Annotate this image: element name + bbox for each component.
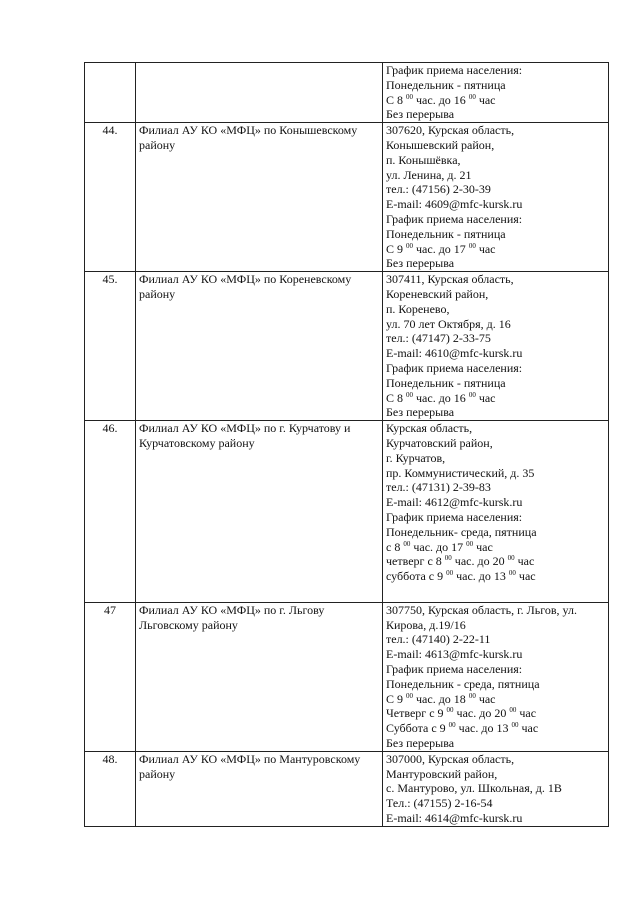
row-number: 44. — [85, 123, 136, 272]
row-number — [85, 63, 136, 123]
info-line — [386, 706, 605, 721]
info-text: Понедельник- среда, пятница — [386, 524, 537, 539]
branch-name: Филиал АУ КО «МФЦ» по Конышевскому району — [136, 123, 383, 272]
info-text: пр. Коммунистический, д. 35 — [386, 465, 535, 480]
info-text: Конышевский район, — [386, 137, 495, 152]
info-text: час. до 16 — [413, 92, 469, 107]
info-line — [386, 361, 605, 376]
info-line — [386, 93, 605, 108]
info-text: График приема населения: — [386, 360, 523, 375]
info-text: час — [475, 241, 496, 256]
info-text: Курская область, — [386, 421, 473, 436]
info-text: час — [518, 721, 539, 736]
superscript-minutes: 00 — [446, 706, 454, 715]
info-line — [386, 346, 605, 361]
info-line — [386, 63, 605, 78]
info-line — [386, 197, 605, 212]
table-row — [85, 751, 609, 826]
branch-contact-info — [383, 63, 609, 123]
info-line — [386, 153, 605, 168]
info-text: Курчатовский район, — [386, 435, 493, 450]
info-line — [386, 647, 605, 662]
info-text: С 9 — [386, 241, 407, 256]
info-line — [386, 569, 605, 584]
branch-contact-info — [383, 421, 609, 603]
info-line — [386, 480, 605, 495]
info-text: час. до 17 — [413, 241, 469, 256]
branch-name: Филиал АУ КО «МФЦ» по Кореневскому району — [136, 272, 383, 421]
info-line — [386, 107, 605, 122]
branches-table — [84, 62, 609, 827]
info-text: час. до 16 — [413, 390, 469, 405]
branch-name: Филиал АУ КО «МФЦ» по Мантуровскому району — [136, 751, 383, 826]
info-text: тел.: (47147) 2-33-75 — [386, 331, 491, 346]
info-text: Кореневский район, — [386, 286, 489, 301]
info-text: Четверг с 9 — [386, 706, 447, 721]
info-line — [386, 123, 605, 138]
info-line — [386, 436, 605, 451]
table-row — [85, 421, 609, 603]
info-line — [386, 287, 605, 302]
table-row — [85, 602, 609, 751]
info-line — [386, 138, 605, 153]
branch-name: Филиал АУ КО «МФЦ» по г. Льгову Льговскому району — [136, 602, 383, 751]
table-row — [85, 123, 609, 272]
info-text: ул. 70 лет Октября, д. 16 — [386, 316, 511, 331]
info-text: час. до 20 — [453, 706, 510, 721]
info-line — [386, 317, 605, 332]
superscript-minutes: 00 — [406, 241, 414, 250]
info-line — [386, 692, 605, 707]
info-line — [386, 256, 605, 271]
info-text: Без перерыва — [386, 256, 455, 271]
superscript-minutes: 00 — [406, 691, 414, 700]
info-line — [386, 554, 605, 569]
branch-contact-info — [383, 751, 609, 826]
table-row — [85, 63, 609, 123]
branch-name — [136, 63, 383, 123]
info-text: с. Мантурово, ул. Школьная, д. 1В — [386, 781, 562, 796]
info-text: С 8 — [386, 390, 407, 405]
branch-contact-info — [383, 272, 609, 421]
superscript-minutes: 00 — [444, 554, 452, 563]
info-line — [386, 752, 605, 767]
info-line — [386, 721, 605, 736]
info-line — [386, 495, 605, 510]
superscript-minutes: 00 — [446, 569, 454, 578]
info-text: тел.: (47131) 2-39-83 — [386, 480, 491, 495]
superscript-minutes: 00 — [403, 539, 411, 548]
superscript-minutes: 00 — [507, 554, 515, 563]
info-line — [386, 376, 605, 391]
info-text: п. Конышёвка, — [386, 152, 461, 167]
info-text: час. до 13 — [453, 569, 509, 584]
info-text: E-mail: 4613@mfc-kursk.ru — [386, 647, 523, 662]
branch-name: Филиал АУ КО «МФЦ» по г. Курчатову и Курчатовскому району — [136, 421, 383, 603]
superscript-minutes: 00 — [468, 691, 476, 700]
info-text: Тел.: (47155) 2-16-54 — [386, 796, 493, 811]
superscript-minutes: 00 — [468, 92, 476, 101]
info-text: суббота с 9 — [386, 569, 447, 584]
info-text: Понедельник - пятница — [386, 226, 506, 241]
info-line — [386, 632, 605, 647]
info-text: с 8 — [386, 539, 404, 554]
info-text: час — [475, 691, 496, 706]
info-text: четверг с 8 — [386, 554, 445, 569]
info-text: час. до 17 — [410, 539, 467, 554]
info-line — [386, 242, 605, 257]
info-text: п. Коренево, — [386, 301, 450, 316]
branch-contact-info — [383, 123, 609, 272]
info-text: час — [516, 706, 537, 721]
info-text: час — [475, 390, 496, 405]
info-line — [386, 736, 605, 751]
info-text: час. до 20 — [451, 554, 508, 569]
info-text: тел.: (47156) 2-30-39 — [386, 182, 491, 197]
info-line — [386, 331, 605, 346]
info-text: 307000, Курская область, — [386, 751, 515, 766]
info-text: час — [514, 554, 535, 569]
info-line — [386, 227, 605, 242]
info-line — [386, 603, 605, 633]
info-text: Понедельник - среда, пятница — [386, 676, 540, 691]
info-line — [386, 421, 605, 436]
info-text: г. Курчатов, — [386, 450, 446, 465]
info-line — [386, 525, 605, 540]
superscript-minutes: 00 — [406, 390, 414, 399]
row-number: 47 — [85, 602, 136, 751]
info-text: Мантуровский район, — [386, 766, 498, 781]
info-line — [386, 796, 605, 811]
info-text: Без перерыва — [386, 405, 455, 420]
branch-contact-info — [383, 602, 609, 751]
info-line — [386, 677, 605, 692]
info-text: 307620, Курская область, — [386, 123, 515, 138]
row-number: 48. — [85, 751, 136, 826]
info-text: E-mail: 4610@mfc-kursk.ru — [386, 346, 523, 361]
info-text: График приема населения: — [386, 63, 523, 77]
info-text: час — [515, 569, 536, 584]
info-line — [386, 272, 605, 287]
info-text: Понедельник - пятница — [386, 77, 506, 92]
superscript-minutes: 00 — [466, 539, 474, 548]
info-line — [386, 182, 605, 197]
info-line — [386, 510, 605, 525]
info-line — [386, 302, 605, 317]
info-text: час. до 13 — [455, 721, 512, 736]
info-text: График приема населения: — [386, 211, 523, 226]
info-line — [386, 78, 605, 93]
superscript-minutes: 00 — [511, 721, 519, 730]
info-text: График приема населения: — [386, 509, 523, 524]
info-text: Понедельник - пятница — [386, 375, 506, 390]
superscript-minutes: 00 — [406, 92, 414, 101]
info-text: График приема населения: — [386, 662, 523, 677]
info-text: E-mail: 4612@mfc-kursk.ru — [386, 495, 523, 510]
info-text: тел.: (47140) 2-22-11 — [386, 632, 491, 647]
info-text: ул. Ленина, д. 21 — [386, 167, 472, 182]
superscript-minutes: 00 — [448, 721, 456, 730]
info-text: час — [475, 92, 496, 107]
info-line — [386, 811, 605, 826]
info-line — [386, 405, 605, 420]
info-line — [386, 212, 605, 227]
info-text: час. до 18 — [413, 691, 469, 706]
info-line — [386, 168, 605, 183]
info-text: С 8 — [386, 92, 407, 107]
info-line — [386, 391, 605, 406]
table-row — [85, 272, 609, 421]
superscript-minutes: 00 — [509, 706, 517, 715]
info-text: Без перерыва — [386, 736, 455, 751]
info-line — [386, 662, 605, 677]
superscript-minutes: 00 — [508, 569, 516, 578]
info-text: 307750, Курская область, г. Льгов, ул. Кирова, д.19/16 — [386, 602, 578, 632]
info-line — [386, 540, 605, 555]
info-text: E-mail: 4609@mfc-kursk.ru — [386, 197, 523, 212]
branches-table-body — [85, 63, 609, 827]
superscript-minutes: 00 — [468, 241, 476, 250]
row-number: 46. — [85, 421, 136, 603]
info-line — [386, 767, 605, 782]
info-text: 307411, Курская область, — [386, 272, 514, 287]
info-text: час — [473, 539, 493, 554]
info-text: Суббота с 9 — [386, 721, 449, 736]
info-text: Без перерыва — [386, 107, 455, 122]
info-line — [386, 781, 605, 796]
info-line — [386, 466, 605, 481]
info-text: E-mail: 4614@mfc-kursk.ru — [386, 811, 523, 826]
row-number: 45. — [85, 272, 136, 421]
superscript-minutes: 00 — [468, 390, 476, 399]
info-line — [386, 451, 605, 466]
info-text: С 9 — [386, 691, 407, 706]
